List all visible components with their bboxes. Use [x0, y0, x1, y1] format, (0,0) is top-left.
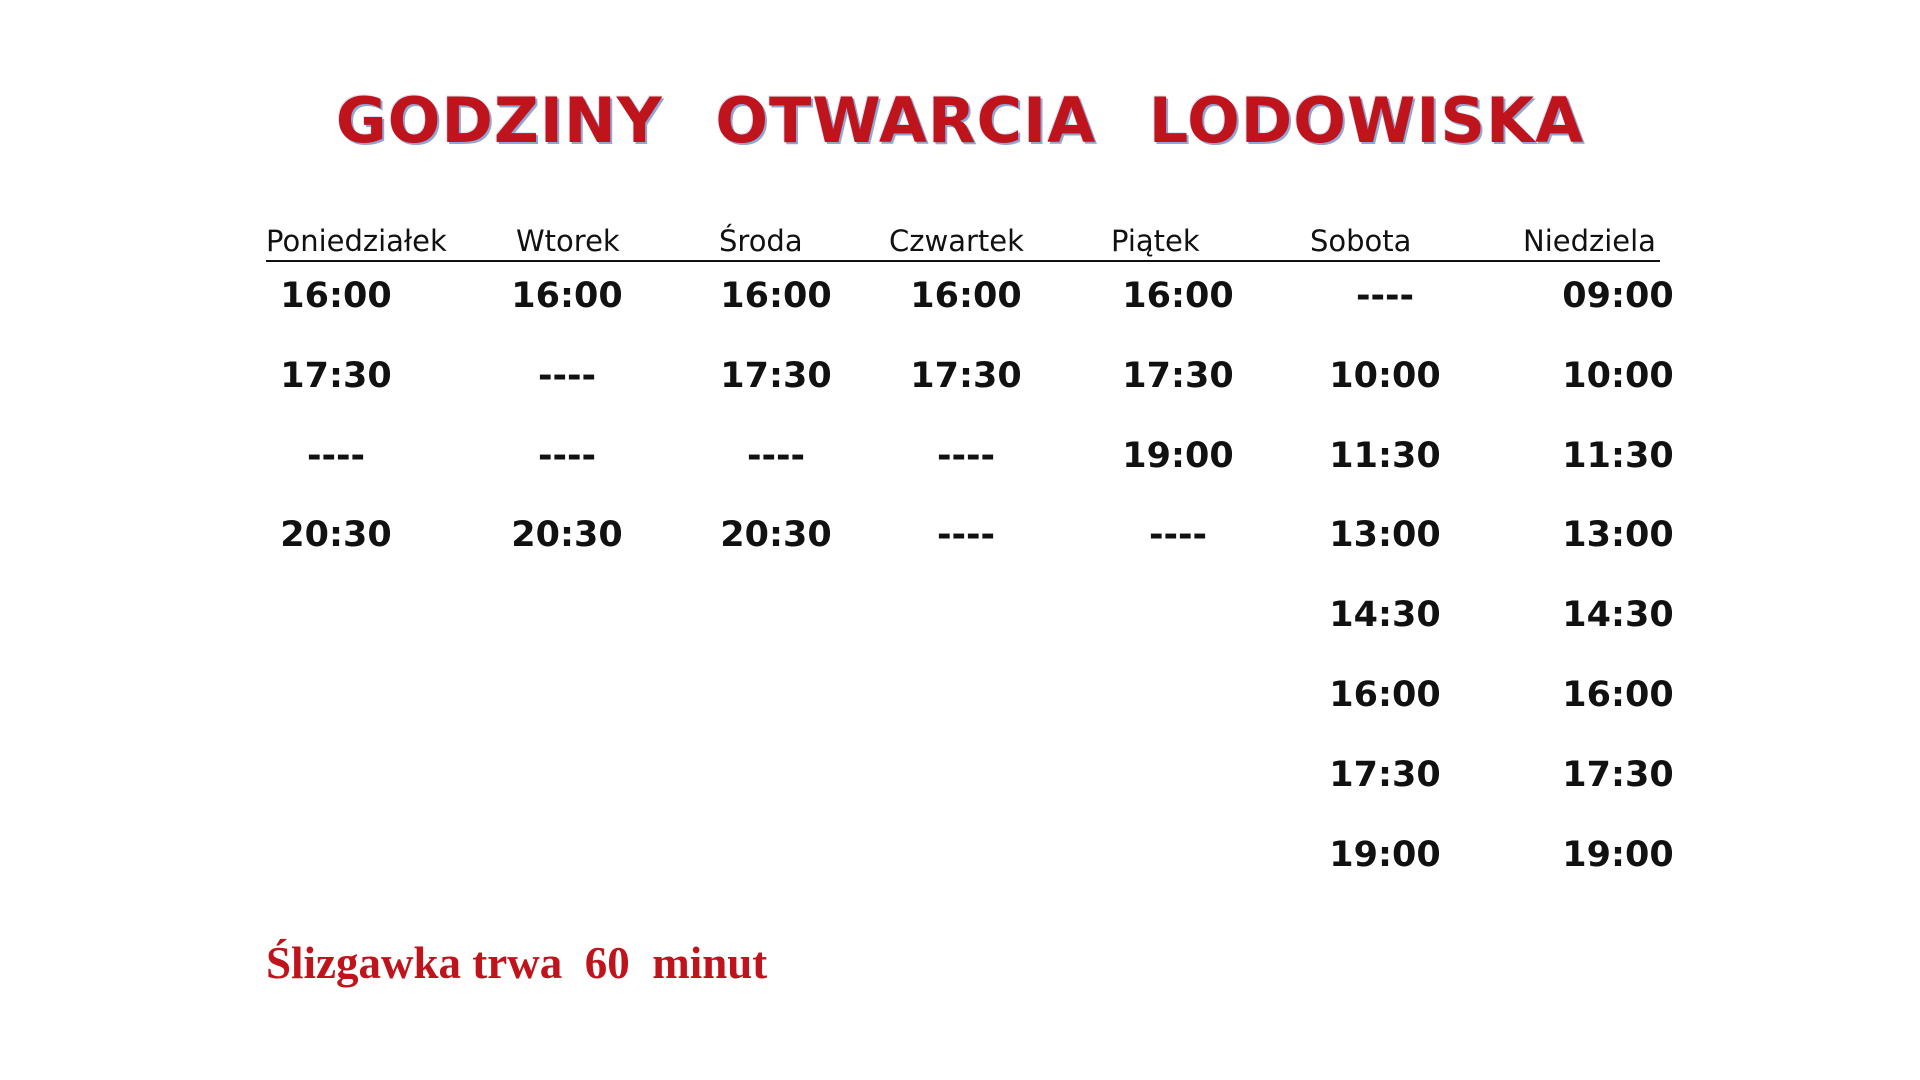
- time-slot-sunday: 10:00: [1562, 356, 1674, 396]
- time-slot-tuesday: ----: [537, 436, 597, 476]
- day-header-friday: Piątek: [1111, 224, 1200, 258]
- time-slot-thursday: ----: [936, 436, 996, 476]
- time-slot-monday: ----: [306, 436, 366, 476]
- time-slot-monday: 20:30: [280, 515, 392, 555]
- time-slot-tuesday: 16:00: [511, 276, 623, 316]
- day-header-sunday: Niedziela: [1523, 224, 1656, 258]
- time-slot-wednesday: 20:30: [720, 515, 832, 555]
- session-duration-note: Ślizgawka trwa 60 minut: [266, 938, 768, 988]
- time-slot-friday: 16:00: [1122, 276, 1234, 316]
- time-slot-sunday: 11:30: [1562, 436, 1674, 476]
- time-slot-sunday: 16:00: [1562, 675, 1674, 715]
- time-slot-wednesday: ----: [746, 436, 806, 476]
- time-slot-saturday: 16:00: [1329, 675, 1441, 715]
- time-slot-thursday: 17:30: [910, 356, 1022, 396]
- time-slot-sunday: 19:00: [1562, 835, 1674, 875]
- time-slot-saturday: 13:00: [1329, 515, 1441, 555]
- time-slot-saturday: 19:00: [1329, 835, 1441, 875]
- time-slot-monday: 16:00: [280, 276, 392, 316]
- time-slot-saturday: ----: [1355, 276, 1415, 316]
- time-slot-sunday: 14:30: [1562, 595, 1674, 635]
- time-slot-saturday: 11:30: [1329, 436, 1441, 476]
- days-header-row: [266, 224, 1660, 262]
- time-slot-wednesday: 17:30: [720, 356, 832, 396]
- time-slot-friday: 19:00: [1122, 436, 1234, 476]
- day-header-saturday: Sobota: [1310, 224, 1412, 258]
- time-slot-wednesday: 16:00: [720, 276, 832, 316]
- time-slot-thursday: 16:00: [910, 276, 1022, 316]
- day-header-monday: Poniedziałek: [266, 224, 447, 258]
- time-slot-sunday: 17:30: [1562, 755, 1674, 795]
- time-slot-sunday: 13:00: [1562, 515, 1674, 555]
- day-header-thursday: Czwartek: [889, 224, 1024, 258]
- time-slot-tuesday: ----: [537, 356, 597, 396]
- time-slot-thursday: ----: [936, 515, 996, 555]
- time-slot-sunday: 09:00: [1562, 276, 1674, 316]
- day-header-tuesday: Wtorek: [516, 224, 620, 258]
- time-slot-monday: 17:30: [280, 356, 392, 396]
- page-title: GODZINY OTWARCIA LODOWISKA: [335, 84, 1585, 157]
- day-header-wednesday: Środa: [719, 224, 803, 258]
- time-slot-saturday: 10:00: [1329, 356, 1441, 396]
- time-slot-friday: 17:30: [1122, 356, 1234, 396]
- time-slot-tuesday: 20:30: [511, 515, 623, 555]
- time-slot-saturday: 17:30: [1329, 755, 1441, 795]
- time-slot-friday: ----: [1148, 515, 1208, 555]
- time-slot-saturday: 14:30: [1329, 595, 1441, 635]
